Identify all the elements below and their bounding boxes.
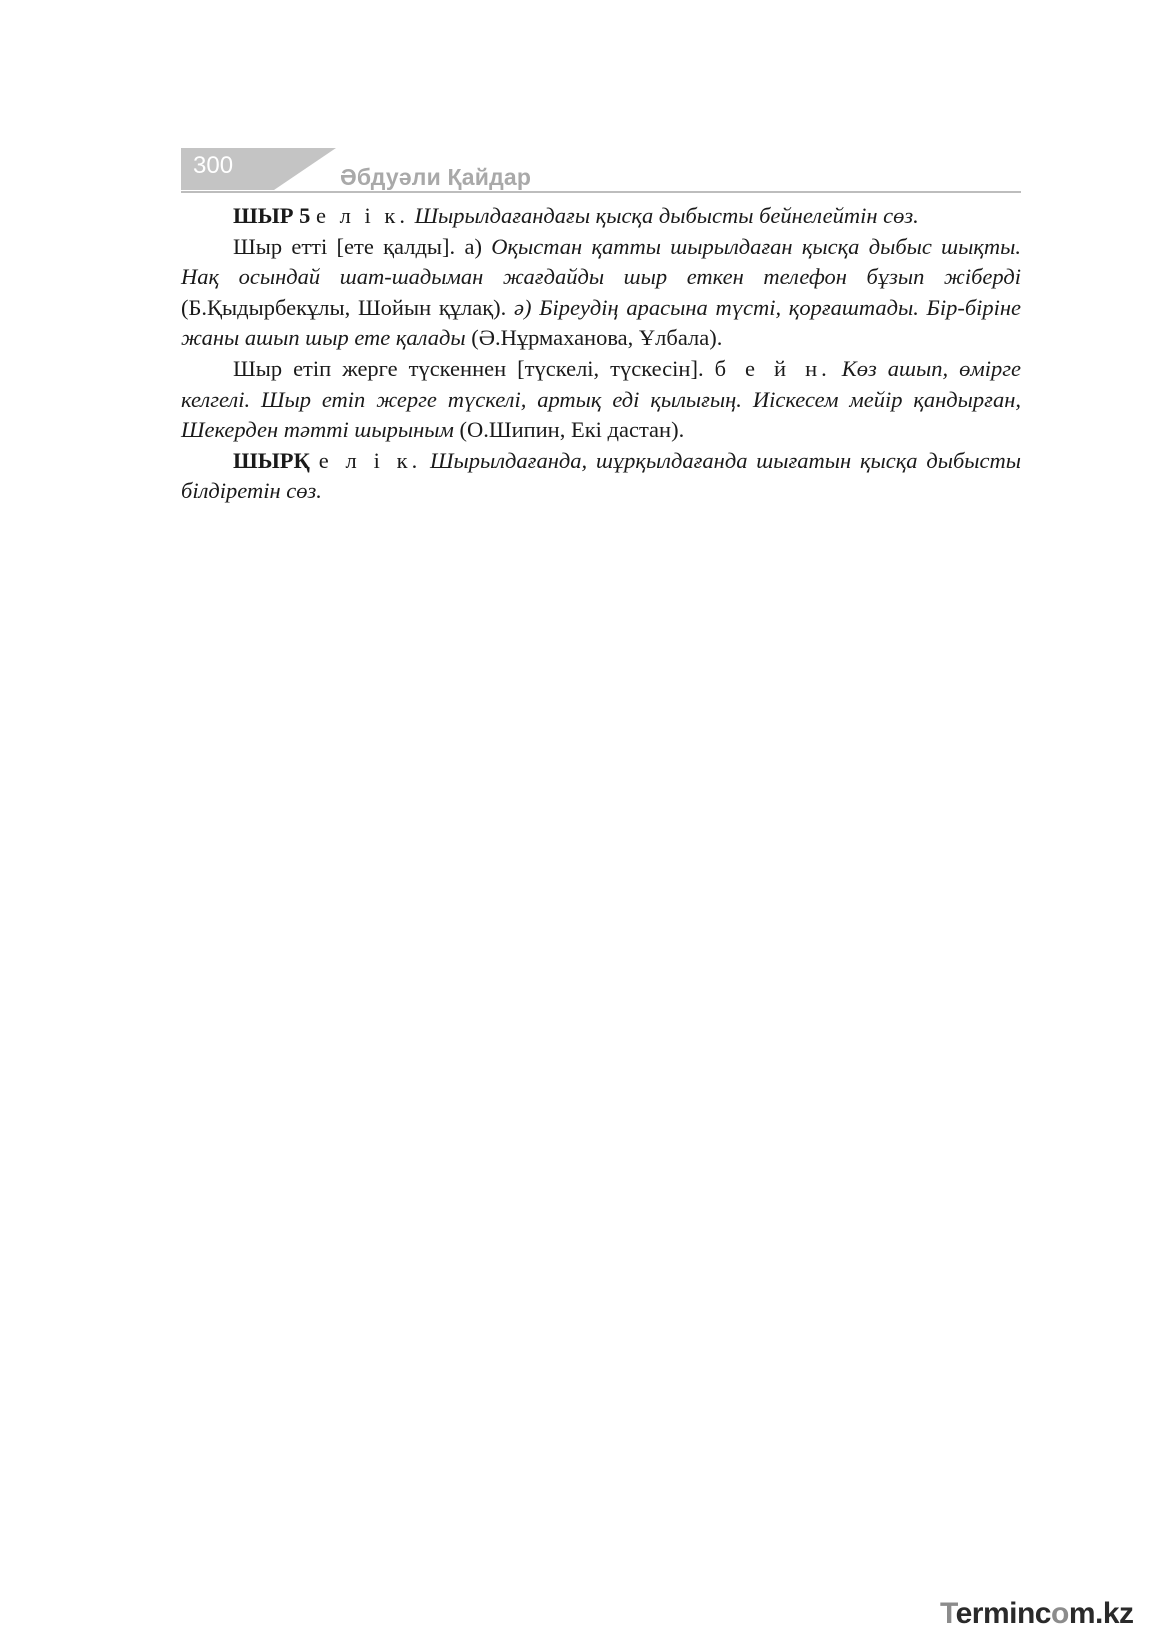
entry-shyrq [181,446,1021,507]
part-of-speech: е л і к. [316,203,409,228]
part-of-speech: е л і к. [318,447,422,473]
header-rule [181,191,1021,193]
headword: ШЫРҚ [233,447,310,473]
subentry-shyr-etti [181,232,1021,354]
sense-label-b: ә) [514,294,532,320]
phrase: Шыр етті [ете қалды]. [233,233,456,259]
running-head-author: Әбдуәли Қайдар [340,164,532,190]
page-tab-wedge [274,148,336,190]
subentry-shyr-etip [181,354,1021,446]
sense-b-source: (Ә.Нұрмаханова, Ұлбала). [471,325,723,351]
sense-b-text: Біреудің арасына түсті, қорғаштады. Бір-біріне жаны ашып шыр ете қалады [181,294,1022,351]
definition: Шырылдағанда, шұрқылдағанда шығатын қысқа дыбысты білдіретін сөз. [181,447,1021,504]
definition: Көз ашып, өмірге келгелі. Шыр етіп жерге түскелі, артық еді қылығың. Иіскесем мейір қандырған, Шекерден тәтті шырыным [181,355,1021,443]
page-number: 300 [193,152,234,179]
sense-a-text: Оқыстан қатты шырылдаған қысқа дыбыс шықты. Нақ осындай шат-шадыман жағдайды шыр еткен телефон бұзып жіберді [181,233,1022,290]
termincom-watermark [940,1597,1150,1637]
sense-label-a: а) [464,233,482,259]
headword: ШЫР 5 [233,203,311,228]
citation-source: (О.Шипин, Екі дастан). [459,417,685,443]
sense-a-source: (Б.Қыдырбекұлы, Шойын құлақ). [181,294,507,320]
definition: Шырылдағандағы қысқа дыбысты бейнелейтін сөз. [414,203,919,228]
entry-shyr-5 [181,201,1021,232]
part-of-speech: б е й н. [714,355,831,381]
watermark-logo: Termincom.kz [940,1597,1134,1630]
phrase: Шыр етіп жерге түскеннен [түскелі, түскесін]. [233,355,704,381]
dictionary-text [181,201,1021,507]
page-header [181,148,1021,194]
